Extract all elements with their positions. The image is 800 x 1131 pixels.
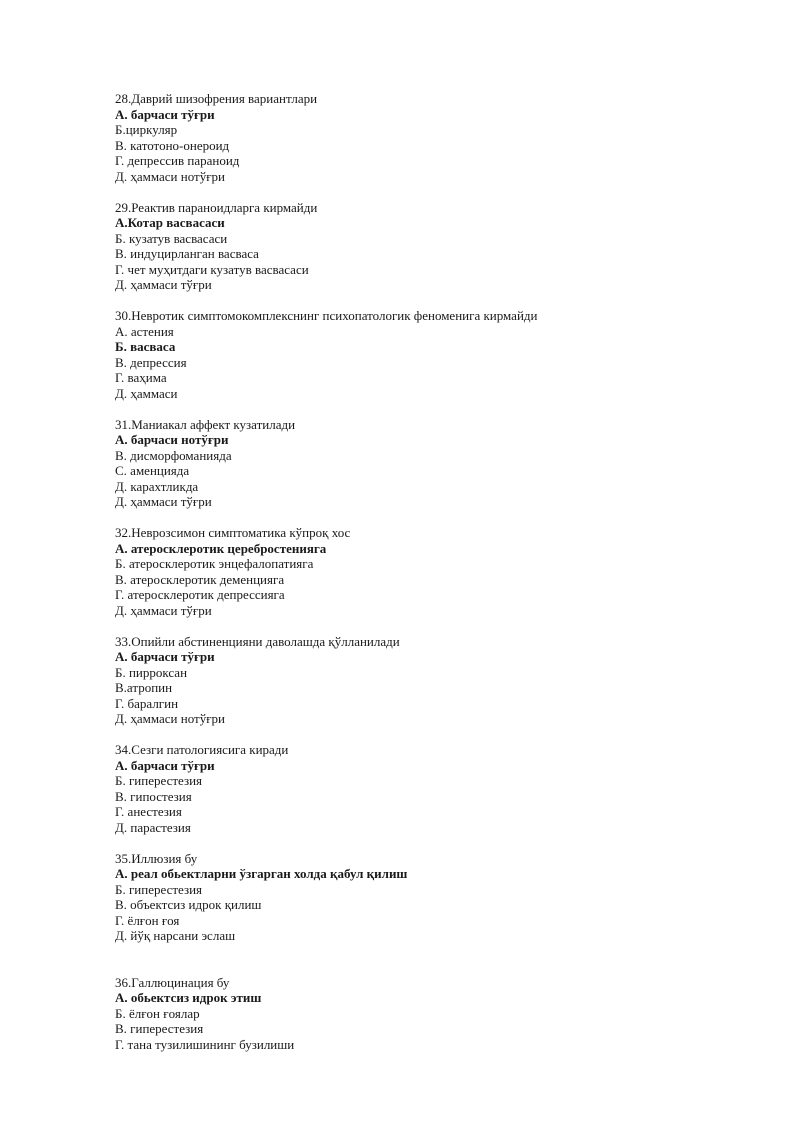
answer-option: С. аменцияда xyxy=(115,463,190,478)
answer-option-correct: А. барчаси тўғри xyxy=(115,649,215,664)
answer-option: Г. анестезия xyxy=(115,804,182,819)
question-title: 28.Даврий шизофрения вариантлари xyxy=(115,91,318,106)
answer-option: Г. ваҳима xyxy=(115,370,167,385)
answer-option-correct: А. барчаси тўғри xyxy=(115,106,215,122)
answer-option: Г. депрессив параноид xyxy=(115,153,240,168)
answer-option: В. объектсиз идрок қилиш xyxy=(115,897,262,912)
answer-option: Б.циркуляр xyxy=(115,122,178,137)
document-page xyxy=(115,91,755,1052)
answer-option: Г. баралгин xyxy=(115,695,179,711)
question-28 xyxy=(115,91,755,184)
answer-option: Д. парастезия xyxy=(115,819,191,835)
answer-option: Г. чет муҳитдаги кузатув васвасаси xyxy=(115,261,309,277)
answer-option-correct: Б. васваса xyxy=(115,339,176,354)
answer-option: Б. атеросклеротик энцефалопатияга xyxy=(115,556,314,571)
question-title: 32.Неврозсимон симптоматика кўпроқ хос xyxy=(115,525,351,540)
question-35 xyxy=(115,851,755,944)
question-34 xyxy=(115,742,755,835)
question-title: 35.Иллюзия бу xyxy=(115,850,198,866)
answer-option: Д. ҳаммаси тўғри xyxy=(115,602,212,618)
question-title: 31.Маниакал аффект кузатилади xyxy=(115,416,296,432)
answer-option: Б. кузатув васвасаси xyxy=(115,230,228,246)
answer-option: В. атеросклеротик деменцияга xyxy=(115,571,285,587)
answer-option-correct: А. реал обьектларни ўзгарган холда қабул қилиш xyxy=(115,866,408,881)
question-title: 33.Опийли абстиненцияни даволашда қўлланилади xyxy=(115,633,400,649)
answer-option: Д. карахтликда xyxy=(115,478,199,494)
question-title: 29.Реактив параноидларга кирмайди xyxy=(115,199,318,215)
question-31 xyxy=(115,417,755,510)
answer-option: Б. ёлғон ғоялар xyxy=(115,1005,200,1021)
answer-option: В. гиперестезия xyxy=(115,1021,204,1036)
answer-option: Д. ҳаммаси xyxy=(115,385,178,401)
answer-option: Г. атеросклеротик депрессияга xyxy=(115,587,285,602)
question-title: 30.Невротик симптомокомплекснинг психопатологик феноменига кирмайди xyxy=(115,308,538,323)
answer-option: Б. пирроксан xyxy=(115,664,188,680)
answer-option: Д. ҳаммаси нотўғри xyxy=(115,711,226,726)
answer-option: Б. гиперестезия xyxy=(115,773,203,788)
answer-option-correct: А.Котар васвасаси xyxy=(115,215,225,230)
answer-option: Г. ёлғон ғоя xyxy=(115,912,180,928)
answer-option: В. дисморфоманияда xyxy=(115,447,232,463)
answer-option: Б. гиперестезия xyxy=(115,881,203,897)
question-36 xyxy=(115,975,755,1053)
answer-option: В. гипостезия xyxy=(115,788,192,804)
answer-option: В. депрессия xyxy=(115,354,187,370)
answer-option-correct: А. барчаси нотўғри xyxy=(115,432,229,447)
answer-option-correct: А. атеросклеротик церебростенияга xyxy=(115,540,327,556)
answer-option: Д. ҳаммаси тўғри xyxy=(115,494,212,509)
answer-option: Д. йўқ нарсани эслаш xyxy=(115,928,236,943)
question-32 xyxy=(115,525,755,618)
answer-option: В.атропин xyxy=(115,680,173,695)
answer-option: Д. ҳаммаси нотўғри xyxy=(115,168,226,184)
answer-option: Г. тана тузилишининг бузилиши xyxy=(115,1036,295,1052)
answer-option-correct: А. барчаси тўғри xyxy=(115,757,215,773)
question-title: 36.Галлюцинация бу xyxy=(115,974,230,990)
question-title: 34.Сезги патологиясига киради xyxy=(115,742,289,757)
answer-option-correct: А. обьектсиз идрок этиш xyxy=(115,990,262,1005)
answer-option: В. индуцирланган васваса xyxy=(115,246,259,261)
answer-option: Д. ҳаммаси тўғри xyxy=(115,277,212,292)
answer-option: А. астения xyxy=(115,323,174,339)
answer-option: В. катотоно-онероид xyxy=(115,137,230,153)
question-30 xyxy=(115,308,755,401)
question-33 xyxy=(115,634,755,727)
question-29 xyxy=(115,200,755,293)
